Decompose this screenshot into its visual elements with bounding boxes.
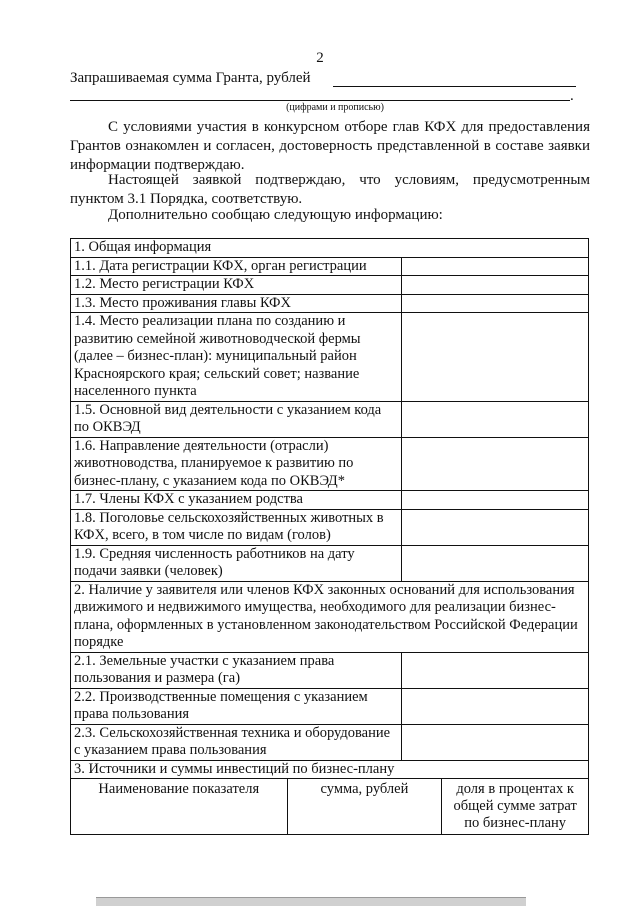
row-label: 1.3. Место проживания главы КФХ: [71, 294, 402, 313]
value-cell[interactable]: [402, 491, 589, 510]
column-header-share: доля в процентах к общей сумме затрат по бизнес-плану: [453, 781, 577, 831]
row-label: 1.6. Направление деятельности (отрасли) животноводства, планируемое к развитию по бизнес-плану, с указанием кода по ОКВЭД*: [71, 437, 402, 491]
info-table: [70, 238, 589, 835]
value-cell[interactable]: [402, 509, 589, 545]
row-label: 1.4. Место реализации плана по созданию и развитию семейной животноводческой фермы (далее – бизнес-план): муниципальный район Красноярского края; сельский совет; название населенного пункта: [71, 313, 402, 402]
value-cell[interactable]: [402, 652, 589, 688]
section-2-header: [71, 581, 589, 652]
table-row: [71, 545, 589, 581]
value-cell[interactable]: [402, 401, 589, 437]
row-label: 1.5. Основной вид деятельности с указанием кода по ОКВЭД: [71, 401, 402, 437]
table-row: [71, 437, 589, 491]
value-cell[interactable]: [402, 688, 589, 724]
conditions-paragraph: С условиями участия в конкурсном отборе глав КФХ для предоставления Грантов ознакомлен и согласен, достоверность представленной в составе заявки информации подтверждаю.: [70, 119, 590, 173]
row-label: 1.7. Члены КФХ с указанием родства: [71, 491, 402, 510]
section-title: 1. Общая информация: [71, 239, 589, 258]
grant-amount-period: .: [570, 88, 574, 104]
grant-amount-hint: (цифрами и прописью): [286, 102, 384, 113]
section-3-column-headers: [71, 779, 589, 835]
column-header-indicator: Наименование показателя: [71, 779, 288, 834]
grant-amount-field[interactable]: [333, 86, 576, 87]
additional-info-paragraph: Дополнительно сообщаю следующую информацию:: [108, 207, 443, 223]
row-label: 2.1. Земельные участки с указанием права пользования и размера (га): [71, 652, 402, 688]
row-label: 1.9. Средняя численность работников на дату подачи заявки (человек): [71, 545, 402, 581]
section-3-header: [71, 760, 589, 779]
table-row: [71, 401, 589, 437]
row-label: 2.3. Сельскохозяйственная техника и оборудование с указанием права пользования: [71, 724, 402, 760]
value-cell[interactable]: [402, 257, 589, 276]
row-label: 1.2. Место регистрации КФХ: [71, 276, 402, 295]
table-row: [71, 294, 589, 313]
section-title: 2. Наличие у заявителя или членов КФХ законных оснований для использования движимого и недвижимого имущества, необходимого для реализации бизнес-плана, оформленных в установленном законодательством Российской Федерации порядке: [71, 581, 589, 652]
table-row: [71, 724, 589, 760]
row-label: 2.2. Производственные помещения с указанием права пользования: [71, 688, 402, 724]
table-row: [71, 491, 589, 510]
grant-amount-field-line2[interactable]: [70, 100, 570, 101]
value-cell[interactable]: [402, 313, 589, 402]
table-row: [71, 313, 589, 402]
section-title: 3. Источники и суммы инвестиций по бизнес-плану: [71, 760, 589, 779]
row-label: 1.1. Дата регистрации КФХ, орган регистрации: [71, 257, 402, 276]
table-row: [71, 688, 589, 724]
value-cell[interactable]: [402, 724, 589, 760]
page-number: 2: [316, 50, 324, 66]
column-header-amount: сумма, рублей: [288, 779, 443, 834]
row-label: 1.8. Поголовье сельскохозяйственных животных в КФХ, всего, в том числе по видам (голов): [71, 509, 402, 545]
section-1-header: [71, 239, 589, 258]
table-row: [71, 652, 589, 688]
confirmation-paragraph: Настоящей заявкой подтверждаю, что условиям, предусмотренным пунктом 3.1 Порядка, соответствую.: [70, 172, 590, 207]
value-cell[interactable]: [402, 545, 589, 581]
table-row: [71, 257, 589, 276]
table-row: [71, 276, 589, 295]
value-cell[interactable]: [402, 276, 589, 295]
value-cell[interactable]: [402, 294, 589, 313]
value-cell[interactable]: [402, 437, 589, 491]
table-row: [71, 509, 589, 545]
grant-amount-label: Запрашиваемая сумма Гранта, рублей: [70, 70, 311, 86]
